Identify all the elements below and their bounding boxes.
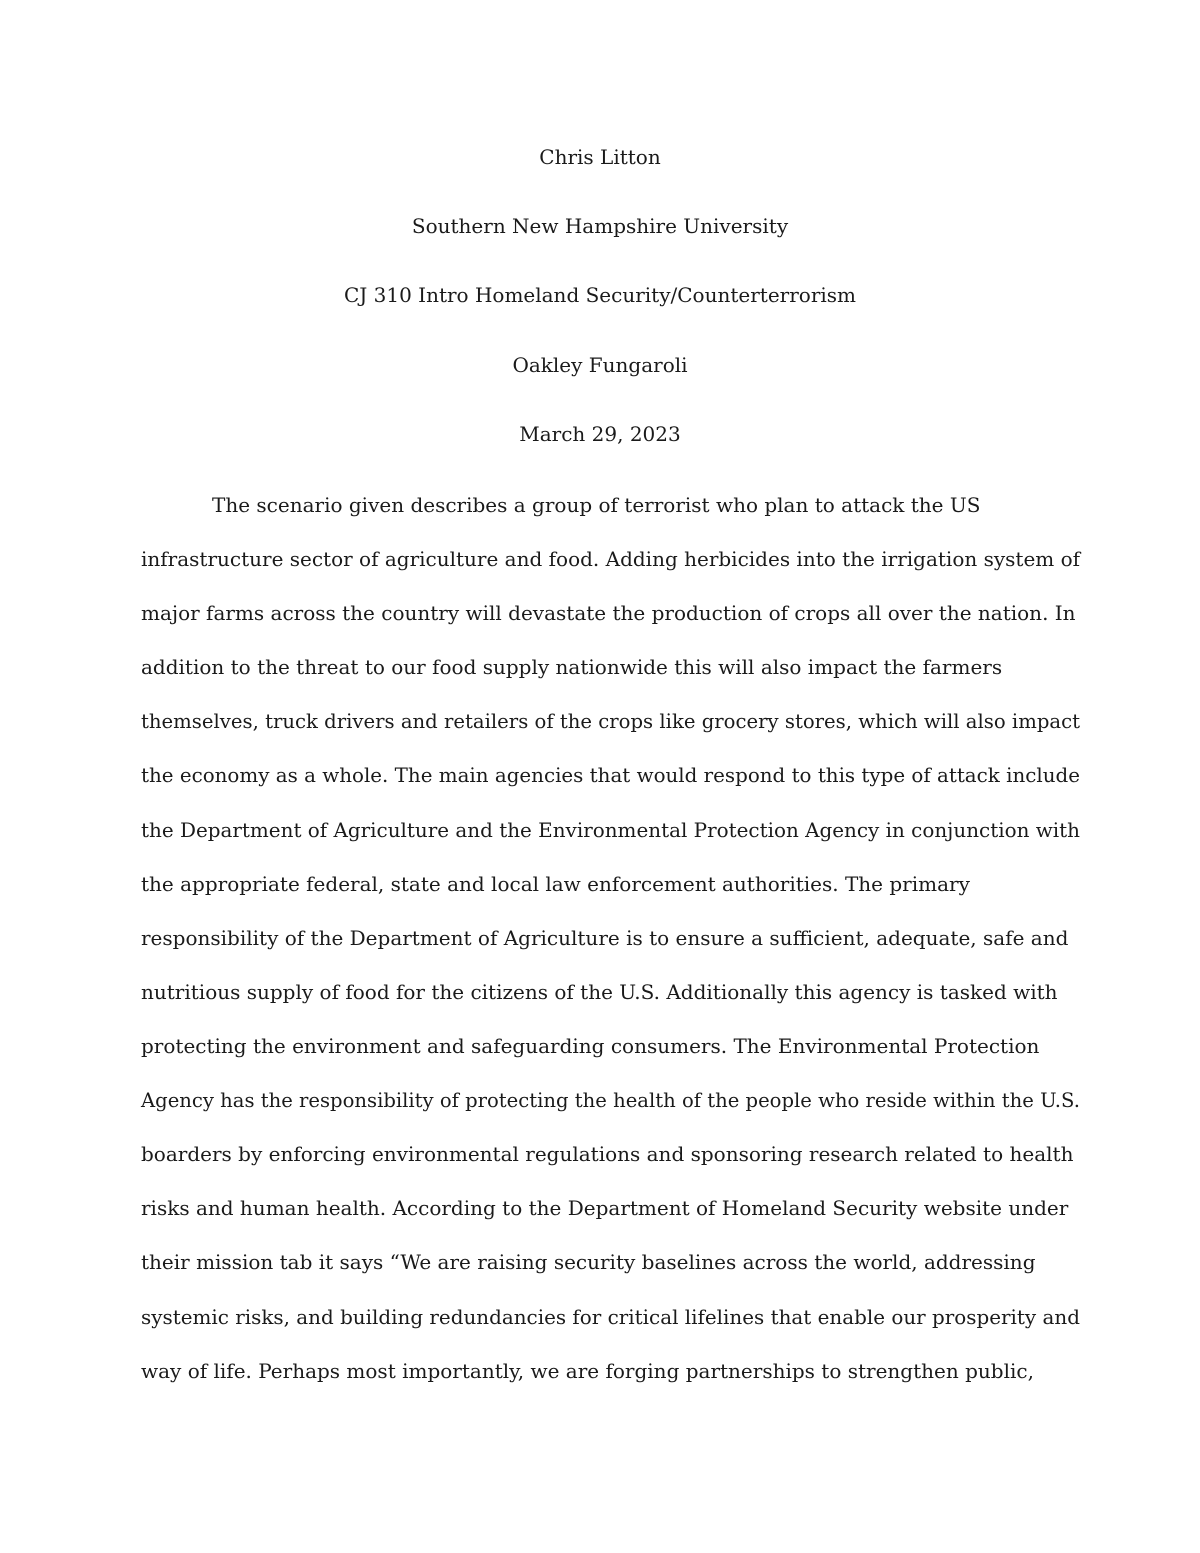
institution-name: Southern New Hampshire University [411,214,789,238]
author-name: Chris Litton [539,145,661,169]
body-line: Agency has the responsibility of protecting the health of the people who reside within the U.S. [141,1088,1080,1112]
body-line: nutritious supply of food for the citizens of the U.S. Additionally this agency is tasked with [141,980,1058,1004]
body-line: The scenario given describes a group of terrorist who plan to attack the US [212,493,981,517]
submission-date: March 29, 2023 [519,422,681,446]
body-line: responsibility of the Department of Agriculture is to ensure a sufficient, adequate, safe and [141,926,1069,950]
body-line: themselves, truck drivers and retailers of the crops like grocery stores, which will also impact [141,709,1081,733]
body-line: systemic risks, and building redundancies for critical lifelines that enable our prosperity and [141,1305,1080,1329]
body-line: major farms across the country will devastate the production of crops all over the nation. In [141,601,1076,625]
instructor-name: Oakley Fungaroli [512,353,688,377]
body-line: boarders by enforcing environmental regulations and sponsoring research related to health [141,1142,1074,1166]
body-line: way of life. Perhaps most importantly, we are forging partnerships to strengthen public, [141,1359,1034,1383]
body-line: protecting the environment and safeguarding consumers. The Environmental Protection [141,1034,1040,1058]
body-line: the economy as a whole. The main agencies that would respond to this type of attack include [141,763,1080,787]
body-line: infrastructure sector of agriculture and food. Adding herbicides into the irrigation system of [141,547,1081,571]
body-line: their mission tab it says “We are raising security baselines across the world, addressing [141,1250,1036,1274]
body-line: the Department of Agriculture and the Environmental Protection Agency in conjunction with [141,818,1081,842]
body-line: the appropriate federal, state and local law enforcement authorities. The primary [141,872,970,896]
course-title: CJ 310 Intro Homeland Security/Counterterrorism [343,283,857,307]
body-line: addition to the threat to our food supply nationwide this will also impact the farmers [141,655,1003,679]
body-line: risks and human health. According to the Department of Homeland Security website under [141,1196,1069,1220]
